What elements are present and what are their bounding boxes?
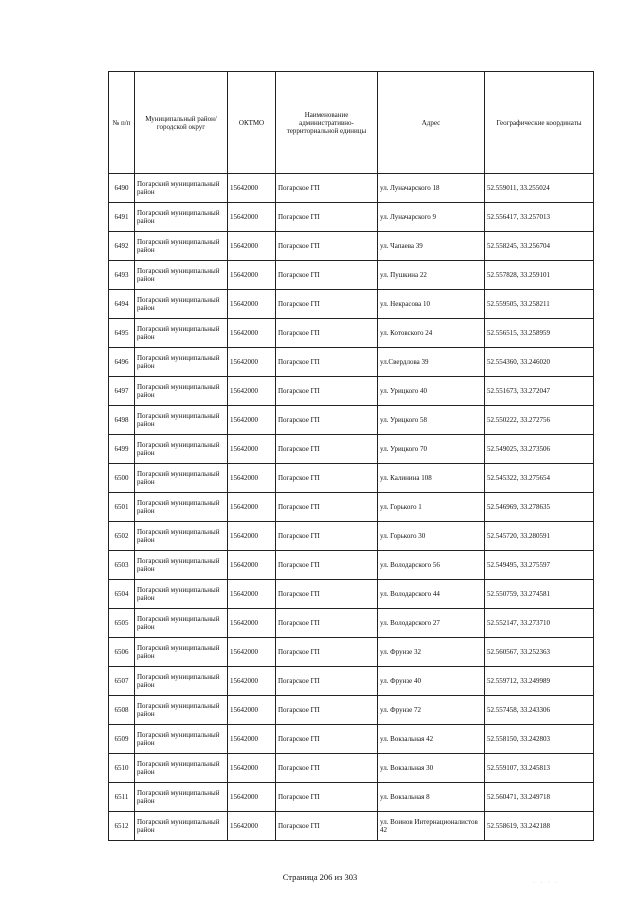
cell-oktmo: 15642000 (228, 203, 276, 232)
cell-address: ул. Вокзальная 30 (378, 754, 485, 783)
cell-district: Погарский муниципальный район (135, 232, 228, 261)
header-address: Адрес (378, 72, 485, 174)
cell-address: ул. Урицкого 40 (378, 377, 485, 406)
cell-unit: Погарское ГП (276, 812, 378, 841)
cell-number: 6499 (109, 435, 135, 464)
header-district: Муниципальный район/городской округ (135, 72, 228, 174)
table-row (109, 696, 594, 725)
cell-number: 6511 (109, 783, 135, 812)
cell-district: Погарский муниципальный район (135, 348, 228, 377)
cell-district: Погарский муниципальный район (135, 435, 228, 464)
cell-unit: Погарское ГП (276, 580, 378, 609)
cell-number: 6508 (109, 696, 135, 725)
cell-oktmo: 15642000 (228, 261, 276, 290)
table-row (109, 406, 594, 435)
cell-district: Погарский муниципальный район (135, 522, 228, 551)
cell-oktmo: 15642000 (228, 812, 276, 841)
cell-address: ул. Вокзальная 8 (378, 783, 485, 812)
cell-address: ул. Луначарского 18 (378, 174, 485, 203)
cell-unit: Погарское ГП (276, 319, 378, 348)
cell-district: Погарский муниципальный район (135, 580, 228, 609)
table-row (109, 464, 594, 493)
cell-oktmo: 15642000 (228, 493, 276, 522)
cell-district: Погарский муниципальный район (135, 203, 228, 232)
table-row (109, 203, 594, 232)
cell-unit: Погарское ГП (276, 551, 378, 580)
table-row (109, 290, 594, 319)
table-row (109, 812, 594, 841)
cell-oktmo: 15642000 (228, 725, 276, 754)
table-row (109, 609, 594, 638)
cell-district: Погарский муниципальный район (135, 319, 228, 348)
cell-unit: Погарское ГП (276, 725, 378, 754)
table-body (109, 174, 594, 841)
cell-oktmo: 15642000 (228, 435, 276, 464)
cell-oktmo: 15642000 (228, 348, 276, 377)
cell-number: 6490 (109, 174, 135, 203)
cell-coordinates: 52.557828, 33.259101 (485, 261, 594, 290)
header-coordinates: Географические координаты (485, 72, 594, 174)
cell-unit: Погарское ГП (276, 377, 378, 406)
cell-number: 6497 (109, 377, 135, 406)
cell-number: 6498 (109, 406, 135, 435)
cell-oktmo: 15642000 (228, 406, 276, 435)
cell-number: 6510 (109, 754, 135, 783)
cell-coordinates: 52.545322, 33.275654 (485, 464, 594, 493)
cell-oktmo: 15642000 (228, 783, 276, 812)
cell-district: Погарский муниципальный район (135, 754, 228, 783)
cell-oktmo: 15642000 (228, 609, 276, 638)
cell-coordinates: 52.559107, 33.245813 (485, 754, 594, 783)
cell-coordinates: 52.558150, 33.242803 (485, 725, 594, 754)
table-row (109, 783, 594, 812)
cell-unit: Погарское ГП (276, 638, 378, 667)
cell-coordinates: 52.560567, 33.252363 (485, 638, 594, 667)
cell-coordinates: 52.559011, 33.255024 (485, 174, 594, 203)
cell-number: 6509 (109, 725, 135, 754)
cell-address: ул. Калинина 108 (378, 464, 485, 493)
cell-coordinates: 52.549495, 33.275597 (485, 551, 594, 580)
cell-address: ул. Воинов Интернационалистов 42 (378, 812, 485, 841)
cell-district: Погарский муниципальный район (135, 638, 228, 667)
cell-address: ул. Володарского 44 (378, 580, 485, 609)
cell-oktmo: 15642000 (228, 174, 276, 203)
cell-district: Погарский муниципальный район (135, 812, 228, 841)
registry-table (108, 71, 594, 841)
cell-district: Погарский муниципальный район (135, 551, 228, 580)
cell-address: ул. Фрунзе 72 (378, 696, 485, 725)
cell-district: Погарский муниципальный район (135, 667, 228, 696)
table-row (109, 725, 594, 754)
cell-coordinates: 52.546969, 33.278635 (485, 493, 594, 522)
cell-address: ул. Некрасова 10 (378, 290, 485, 319)
cell-district: Погарский муниципальный район (135, 377, 228, 406)
page-number: Страница 206 из 303 (282, 872, 358, 882)
cell-district: Погарский муниципальный район (135, 609, 228, 638)
cell-number: 6504 (109, 580, 135, 609)
cell-oktmo: 15642000 (228, 290, 276, 319)
table-row (109, 377, 594, 406)
cell-unit: Погарское ГП (276, 406, 378, 435)
table-row (109, 174, 594, 203)
cell-oktmo: 15642000 (228, 377, 276, 406)
table-row (109, 551, 594, 580)
cell-oktmo: 15642000 (228, 522, 276, 551)
cell-district: Погарский муниципальный район (135, 725, 228, 754)
cell-address: ул. Чапаева 39 (378, 232, 485, 261)
cell-district: Погарский муниципальный район (135, 696, 228, 725)
cell-district: Погарский муниципальный район (135, 783, 228, 812)
cell-address: ул. Володарского 27 (378, 609, 485, 638)
header-number: № п/п (109, 72, 135, 174)
cell-address: ул. Пушкина 22 (378, 261, 485, 290)
cell-coordinates: 52.559712, 33.249989 (485, 667, 594, 696)
cell-number: 6506 (109, 638, 135, 667)
cell-coordinates: 52.554360, 33.246020 (485, 348, 594, 377)
cell-coordinates: 52.545720, 33.280591 (485, 522, 594, 551)
cell-coordinates: 52.559505, 33.258211 (485, 290, 594, 319)
cell-oktmo: 15642000 (228, 696, 276, 725)
cell-address: ул. Фрунзе 32 (378, 638, 485, 667)
table-row (109, 348, 594, 377)
cell-district: Погарский муниципальный район (135, 493, 228, 522)
cell-coordinates: 52.557458, 33.243306 (485, 696, 594, 725)
table-row (109, 319, 594, 348)
cell-number: 6500 (109, 464, 135, 493)
cell-address: ул.Свердлова 39 (378, 348, 485, 377)
cell-unit: Погарское ГП (276, 290, 378, 319)
table-row (109, 667, 594, 696)
table-header-row (109, 72, 594, 174)
cell-address: ул. Фрунзе 40 (378, 667, 485, 696)
cell-district: Погарский муниципальный район (135, 464, 228, 493)
cell-coordinates: 52.556417, 33.257013 (485, 203, 594, 232)
cell-unit: Погарское ГП (276, 464, 378, 493)
cell-unit: Погарское ГП (276, 203, 378, 232)
table-row (109, 580, 594, 609)
cell-unit: Погарское ГП (276, 696, 378, 725)
cell-number: 6496 (109, 348, 135, 377)
table-row (109, 754, 594, 783)
cell-coordinates: 52.549025, 33.273506 (485, 435, 594, 464)
cell-unit: Погарское ГП (276, 174, 378, 203)
cell-unit: Погарское ГП (276, 493, 378, 522)
cell-coordinates: 52.556515, 33.258959 (485, 319, 594, 348)
cell-unit: Погарское ГП (276, 435, 378, 464)
scan-artifact: · · · · (533, 880, 560, 886)
cell-district: Погарский муниципальный район (135, 290, 228, 319)
cell-number: 6494 (109, 290, 135, 319)
cell-number: 6493 (109, 261, 135, 290)
cell-address: ул. Урицкого 58 (378, 406, 485, 435)
cell-address: ул. Горького 1 (378, 493, 485, 522)
cell-coordinates: 52.551673, 33.272047 (485, 377, 594, 406)
cell-district: Погарский муниципальный район (135, 174, 228, 203)
cell-number: 6502 (109, 522, 135, 551)
cell-unit: Погарское ГП (276, 667, 378, 696)
cell-number: 6512 (109, 812, 135, 841)
cell-district: Погарский муниципальный район (135, 261, 228, 290)
cell-coordinates: 52.552147, 33.273710 (485, 609, 594, 638)
cell-number: 6507 (109, 667, 135, 696)
cell-address: ул. Котовского 24 (378, 319, 485, 348)
cell-number: 6503 (109, 551, 135, 580)
cell-unit: Погарское ГП (276, 754, 378, 783)
cell-coordinates: 52.550759, 33.274581 (485, 580, 594, 609)
cell-district: Погарский муниципальный район (135, 406, 228, 435)
cell-unit: Погарское ГП (276, 783, 378, 812)
cell-oktmo: 15642000 (228, 319, 276, 348)
cell-oktmo: 15642000 (228, 232, 276, 261)
table-row (109, 522, 594, 551)
table-row (109, 261, 594, 290)
cell-number: 6491 (109, 203, 135, 232)
cell-oktmo: 15642000 (228, 667, 276, 696)
cell-unit: Погарское ГП (276, 609, 378, 638)
cell-oktmo: 15642000 (228, 754, 276, 783)
cell-number: 6505 (109, 609, 135, 638)
cell-address: ул. Горького 30 (378, 522, 485, 551)
cell-unit: Погарское ГП (276, 348, 378, 377)
cell-number: 6501 (109, 493, 135, 522)
cell-address: ул. Луначарского 9 (378, 203, 485, 232)
cell-number: 6492 (109, 232, 135, 261)
cell-oktmo: 15642000 (228, 551, 276, 580)
header-unit: Наименование административно-территориальной единицы (276, 72, 378, 174)
table-row (109, 493, 594, 522)
header-oktmo: ОКТМО (228, 72, 276, 174)
cell-oktmo: 15642000 (228, 580, 276, 609)
cell-coordinates: 52.550222, 33.272756 (485, 406, 594, 435)
cell-number: 6495 (109, 319, 135, 348)
cell-address: ул. Володарского 56 (378, 551, 485, 580)
cell-unit: Погарское ГП (276, 232, 378, 261)
cell-coordinates: 52.558245, 33.256704 (485, 232, 594, 261)
cell-unit: Погарское ГП (276, 261, 378, 290)
table-row (109, 638, 594, 667)
cell-address: ул. Вокзальная 42 (378, 725, 485, 754)
table-row (109, 232, 594, 261)
cell-address: ул. Урицкого 70 (378, 435, 485, 464)
cell-unit: Погарское ГП (276, 522, 378, 551)
table-row (109, 435, 594, 464)
cell-coordinates: 52.560471, 33.249718 (485, 783, 594, 812)
cell-coordinates: 52.558619, 33.242188 (485, 812, 594, 841)
cell-oktmo: 15642000 (228, 638, 276, 667)
cell-oktmo: 15642000 (228, 464, 276, 493)
